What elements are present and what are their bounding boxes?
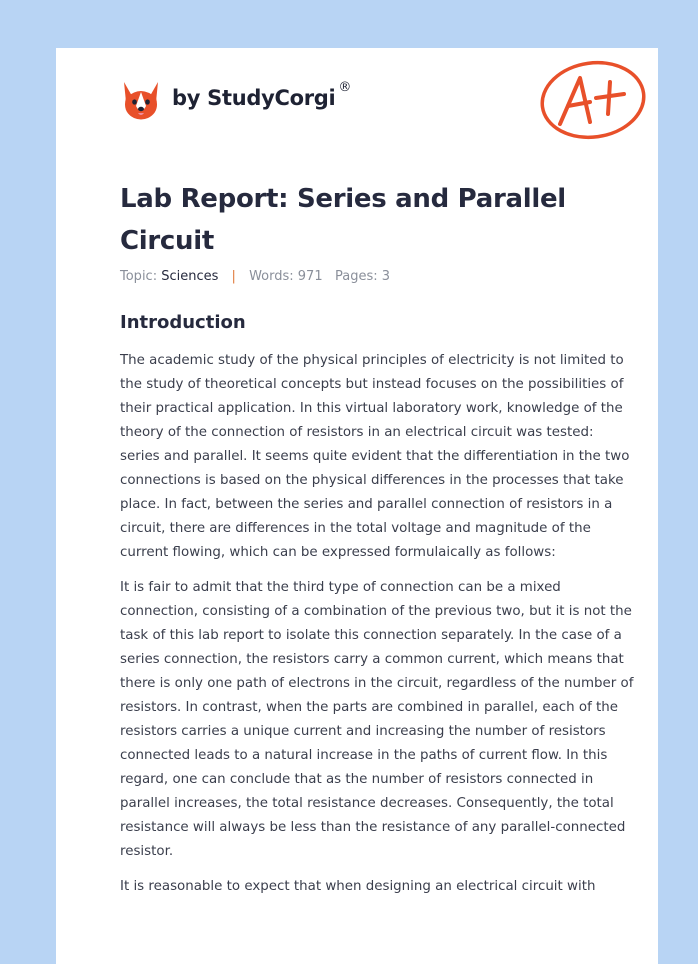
document-title: Lab Report: Series and Parallel Circuit — [120, 184, 566, 256]
document-meta — [120, 269, 390, 284]
meta-separator: | — [231, 269, 236, 284]
studycorgi-logo[interactable] — [120, 76, 351, 120]
topic-label: Topic: — [120, 269, 158, 284]
document-body — [120, 349, 635, 910]
corgi-icon — [120, 76, 162, 120]
words-value: 971 — [297, 269, 323, 284]
pages-value: 3 — [381, 269, 391, 284]
section-heading: Introduction — [120, 312, 246, 333]
paragraph: The academic study of the physical principles of electricity is not limited to the study of theoretical concepts but instead focuses on the possibilities of their practical application. In this virtual laboratory work, knowledge of the theory of the connection of resistors in an electrical circuit was tested: series and parallel. It seems quite evident that the differentiation in the two connections is based on the physical differences in the processes that take place. In fact, between the series and parallel connection of resistors in a circuit, there are differences in the total voltage and magnitude of the current flowing, which can be expressed formulaically as follows: — [120, 353, 630, 560]
paragraph: It is reasonable to expect that when designing an electrical circuit with — [120, 879, 596, 894]
brand-name: by StudyCorgi ® — [172, 80, 352, 110]
pages-label: Pages: — [335, 269, 378, 284]
a-plus-grade-icon — [538, 58, 648, 142]
paragraph: It is fair to admit that the third type of connection can be a mixed connection, consisting of a combination of the previous two, but it is not the task of this lab report to isolate this connection separately. In the case of a series connection, the resistors carry a common current, which means that there is only one path of electrons in the circuit, regardless of the number of resistors. In contrast, when the parts are combined in parallel, each of the resistors carries a unique current and increasing the number of resistors connected leads to a natural increase in the paths of current flow. In this regard, one can conclude that as the number of resistors connected in parallel increases, the total resistance decreases. Consequently, the total resistance will always be less than the resistance of any parallel-connected resistor. — [120, 580, 634, 859]
words-label: Words: — [249, 269, 294, 284]
topic-value[interactable]: Sciences — [161, 269, 219, 284]
